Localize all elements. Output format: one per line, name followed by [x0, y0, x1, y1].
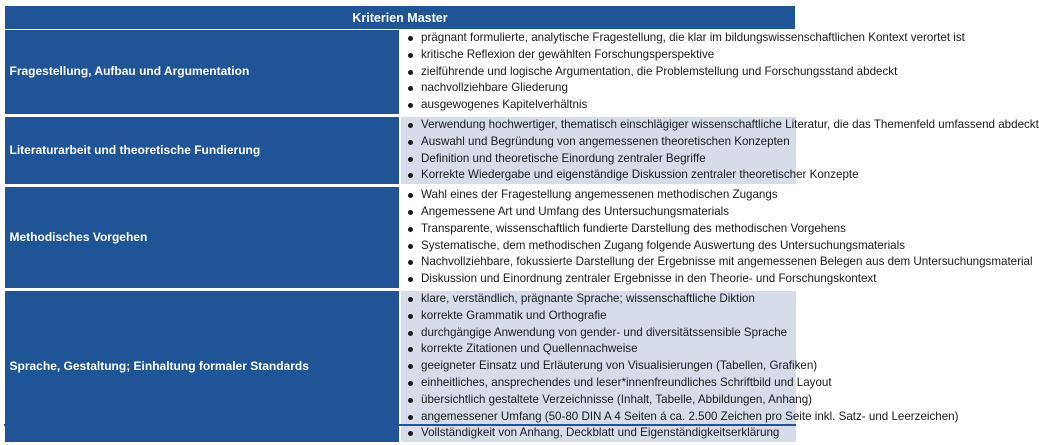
criteria-list-cell — [400, 30, 965, 116]
list-item: Transparente, wissenschaftlich fundierte Darstellung des methodischen Vorgehens — [401, 221, 796, 238]
criteria-list — [401, 291, 959, 442]
category-label: Sprache, Gestaltung; Einhaltung formaler Standards — [5, 289, 401, 443]
list-item: nachvollziehbare Gliederung — [401, 80, 796, 97]
list-item: klare, verständlich, prägnante Sprache; wissenschaftliche Diktion — [401, 291, 796, 308]
criteria-list-cell — [400, 289, 959, 443]
list-item: Korrekte Wiedergabe und eigenständige Diskussion zentraler theoretischer Konzepte — [401, 167, 796, 184]
criteria-list — [401, 187, 1033, 288]
list-item: einheitliches, ansprechendes und leser*innenfreundliches Schriftbild und Layout — [401, 375, 796, 392]
list-item: Wahl eines der Fragestellung angemessenen methodischen Zugangs — [401, 187, 796, 204]
list-item: Angemessene Art und Umfang des Untersuchungsmaterials — [401, 204, 796, 221]
list-item: Systematische, dem methodischen Zugang folgende Auswertung des Untersuchungsmaterials — [401, 238, 796, 255]
category-label: Methodisches Vorgehen — [5, 186, 401, 290]
list-item: zielführende und logische Argumentation, die Problemstellung und Forschungsstand abdeckt — [401, 64, 796, 81]
list-item: übersichtlich gestaltete Verzeichnisse (Inhalt, Tabelle, Abbildungen, Anhang) — [401, 392, 796, 409]
list-item: angemessener Umfang (50-80 DIN A 4 Seiten á ca. 2.500 Zeichen pro Seite inkl. Satz- und Leerzeichen) — [401, 409, 796, 426]
criteria-row-methods — [5, 186, 796, 290]
criteria-list-cell — [400, 186, 1033, 290]
list-item: Vollständigkeit von Anhang, Deckblatt und Eigenständigkeitserklärung — [401, 425, 796, 442]
table-bottom-rule — [4, 424, 796, 426]
list-item: Definition und theoretische Einordung zentraler Begriffe — [401, 151, 796, 168]
list-item: prägnant formulierte, analytische Fragestellung, die klar im bildungswissenschaftlichen Kontext verortet ist — [401, 30, 796, 47]
list-item: Verwendung hochwertiger, thematisch einschlägiger wissenschaftliche Literatur, die das Themenfeld umfassend abdeckt — [401, 117, 796, 134]
category-label: Literaturarbeit und theoretische Fundierung — [5, 115, 401, 185]
list-item: Diskussion und Einordnung zentraler Ergebnisse in den Theorie- und Forschungskontext — [401, 271, 796, 288]
category-label: Fragestellung, Aufbau und Argumentation — [5, 30, 401, 116]
list-item: Auswahl und Begründung von angemessenen theoretischen Konzepten — [401, 134, 796, 151]
table-title: Kriterien Master — [5, 6, 796, 30]
list-item: Nachvollziehbare, fokussierte Darstellung der Ergebnisse mit angemessenen Belegen aus dem Untersuchungsmaterial — [401, 254, 796, 271]
criteria-list-cell — [400, 115, 1039, 185]
header-row — [5, 6, 796, 30]
criteria-row-language — [5, 289, 796, 443]
list-item: korrekte Zitationen und Quellennachweise — [401, 341, 796, 358]
criteria-row-argumentation — [5, 30, 796, 116]
list-item: korrekte Grammatik und Orthografie — [401, 308, 796, 325]
list-item: durchgängige Anwendung von gender- und diversitätssensible Sprache — [401, 325, 796, 342]
criteria-row-literature — [5, 115, 796, 185]
criteria-list — [401, 117, 1039, 184]
criteria-list — [401, 30, 965, 114]
list-item: geeigneter Einsatz und Erläuterung von Visualisierungen (Tabellen, Grafiken) — [401, 358, 796, 375]
criteria-table — [4, 5, 1039, 445]
list-item: ausgewogenes Kapitelverhältnis — [401, 97, 796, 114]
criteria-table-container — [4, 5, 1039, 445]
list-item: kritische Reflexion der gewählten Forschungsperspektive — [401, 47, 796, 64]
